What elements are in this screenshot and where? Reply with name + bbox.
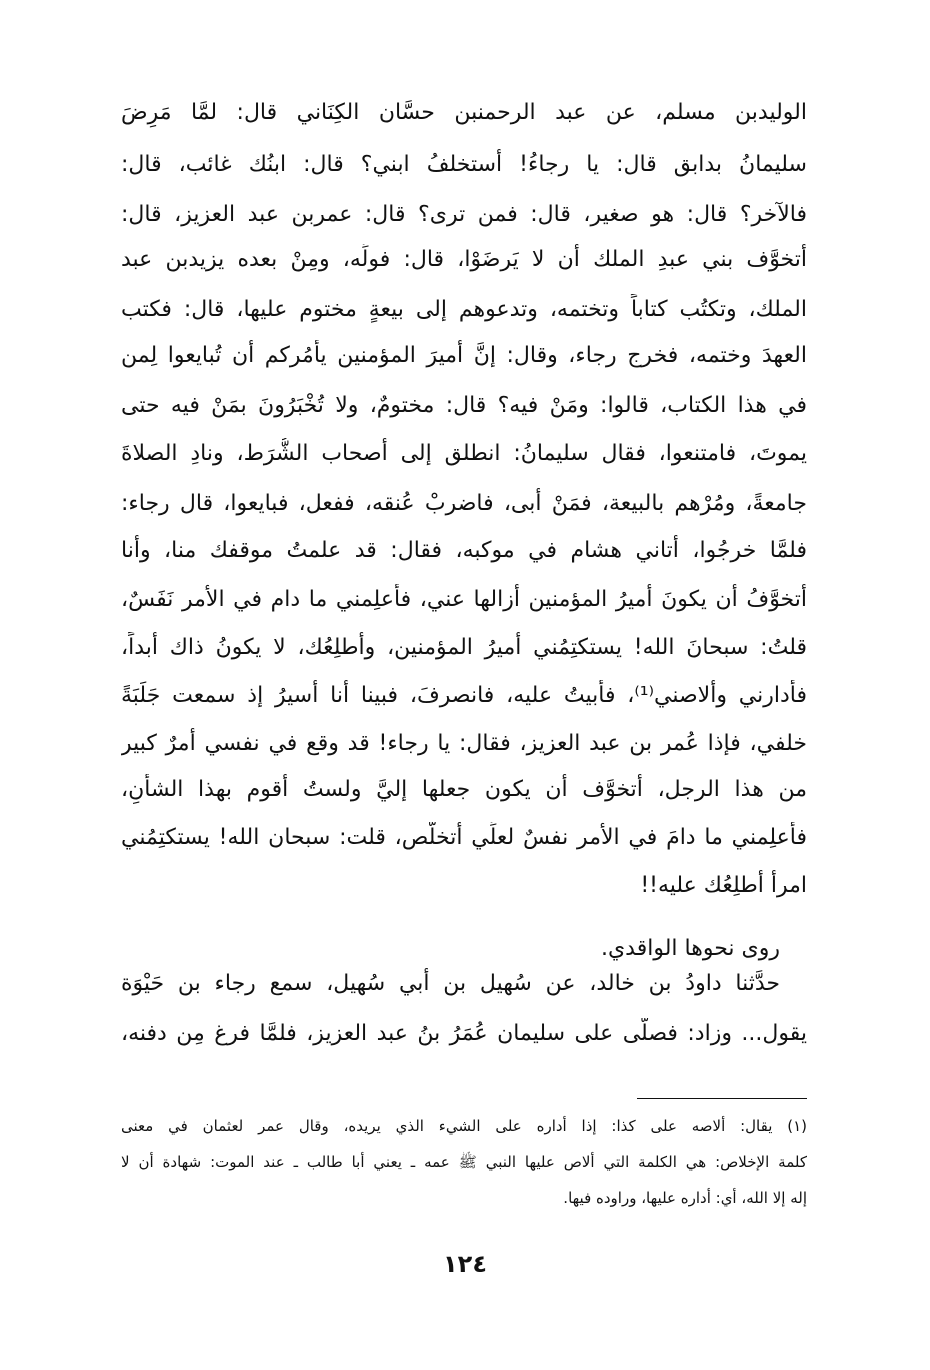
body-line: الوليدبن مسلم، عن عبد الرحمنبن حسَّان الكِنَاني قال: لمَّا مَرِضَ xyxy=(121,100,807,125)
body-line: سليمانُ بدابق قال: يا رجاءُ! أستخلفُ ابني؟ قال: ابنُك غائب، قال: xyxy=(121,152,807,177)
body-line: جامعةً، ومُرْهم بالبيعة، فمَنْ أبى، فاضربْ عُنقه، ففعل، فبايعوا، قال رجاء: xyxy=(121,491,807,516)
footnote-line: (١) يقال: ألاصه على كذا: إذا أداره على الشيء الذي يريده، وقال عمر لعثمان في معنى xyxy=(121,1117,807,1135)
page-number: ١٢٤ xyxy=(443,1250,487,1278)
body-line: في هذا الكتاب، قالوا: ومَنْ فيه؟ قال: مختومٌ، ولا تُخْبَرُونَ بمَنْ فيه حتى xyxy=(121,393,807,418)
footnote-line: إله إلا الله، أي: أداره عليها، وراوده فيها. xyxy=(563,1189,807,1207)
paragraph-line: حدَّثنا داودُ بن خالد، عن سُهيل بن أبي سُهيل، سمع رجاء بن حَيْوَة xyxy=(121,971,780,996)
body-line: خلفي، فإذا عُمر بن عبد العزيز، فقال: يا رجاء! قد وقع في نفسي أمرٌ كبير xyxy=(121,731,807,756)
body-line: قلتُ: سبحانَ الله! يستكتِمُني أميرُ المؤمنين، وأُطلِعُك، لا يكونُ ذاك أبداً، xyxy=(121,635,807,660)
footnote-separator xyxy=(637,1098,807,1099)
paragraph-line: يقول... وزاد: فصلَّى على سليمان عُمَرُ بنُ عبد العزيز، فلمَّا فرغ مِن دفنه، xyxy=(121,1021,807,1046)
body-line: امرأً أُطلِعُك عليه!! xyxy=(640,873,807,898)
body-line: الملك، وتكتُب كتاباً وتختمه، وتدعوهم إلى بيعةٍ مختوم عليها، قال: فكتب xyxy=(121,297,807,322)
body-line: من هذا الرجل، أتخوَّف أن يكون جعلها إليَّ ولستُ أقوم بهذا الشأنِ، xyxy=(121,777,807,802)
body-line: يموتَ، فامتنعوا، فقال سليمانُ: انطلق إلى أصحاب الشُّرَط، ونادِ الصلاةَ xyxy=(121,441,807,466)
paragraph-line: روى نحوها الواقدي. xyxy=(600,936,780,961)
footnote-line: كلمة الإخلاص: هي الكلمة التي ألاص عليها النبي ﷺ عمه ـ يعني أبا طالب ـ عند الموت: شهادة أن لا xyxy=(121,1153,807,1171)
body-line: فالآخر؟ قال: هو صغير، قال: فمن ترى؟ قال: عمربن عبد العزيز، قال: xyxy=(121,202,807,227)
body-line: فأعلِمني ما دامَ في الأمر نفسٌ لعلِّي أتخلَّص، قلت: سبحان الله! يستكتِمُني xyxy=(121,825,807,850)
body-line: فأدارني وألاصني⁽¹⁾، فأبيتُ عليه، فانصرفَ، فبينا أنا أسيرُ إذ سمعت جَلَبَةً xyxy=(121,683,807,708)
body-line: أتخوَّفُ أن يكونَ أميرُ المؤمنين أزالها عني، فأعلِمني ما دام في الأمر نَفَسٌ، xyxy=(121,587,807,612)
body-line: العهدَ وختمه، فخرج رجاء، وقال: إنَّ أميرَ المؤمنين يأمُركم أن تُبايعوا لِمن xyxy=(121,343,807,368)
body-line: فلمَّا خرجُوا، أتاني هشام في موكبه، فقال: قد علمتُ موقفك منا، وأنا xyxy=(121,538,807,563)
body-line: أتخوَّف بني عبدِ الملك أن لا يَرضَوْا، قال: فولِّه، ومِنْ بعده يزيدبن عبد xyxy=(121,247,807,272)
